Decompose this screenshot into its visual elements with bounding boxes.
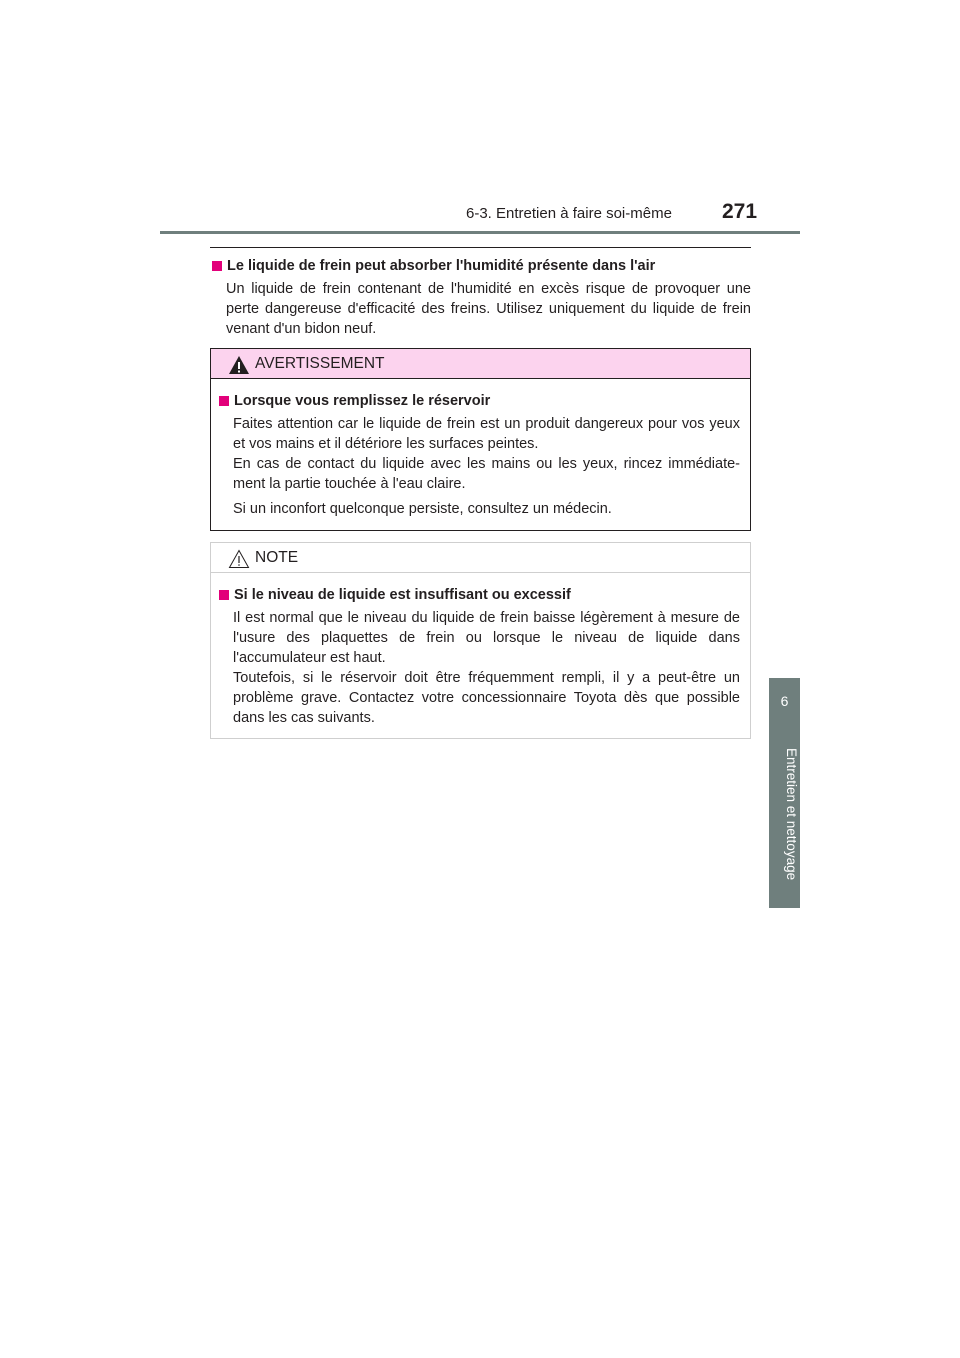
note-header: [211, 543, 750, 573]
section-rule: [210, 247, 751, 248]
chapter-number: 6: [780, 693, 789, 709]
note-paragraph-1: Il est normal que le niveau du liquide de frein baisse légèrement à mesure de l'usure des plaquettes de frein ou lorsque le niveau de liquide dans l'accumulateur est haut.: [233, 610, 740, 666]
square-bullet-icon: [212, 261, 222, 271]
note-body: [211, 573, 750, 742]
square-bullet-icon: [219, 396, 229, 406]
warning-header: [211, 349, 750, 379]
intro-section: [210, 256, 751, 339]
page-number: 271: [722, 200, 758, 223]
note-paragraph-2: Toutefois, si le réservoir doit être fréquemment rempli, il y a peut-être un problème grave. Contactez votre concessionnaire Toyota dès que possible dans les cas suivants.: [233, 670, 740, 726]
intro-paragraph: Un liquide de frein contenant de l'humidité en excès risque de provoquer une perte dangereuse d'efficacité des freins. Utilisez uniquement du liquide de frein venant d'un bidon neuf.: [226, 281, 751, 337]
warning-paragraph-2: En cas de contact du liquide avec les mains ou les yeux, rincez immédiate-ment la partie touchée à l'eau claire.: [233, 456, 740, 492]
warning-body: [211, 379, 750, 533]
warning-title: AVERTISSEMENT: [255, 355, 385, 372]
note-title: NOTE: [255, 549, 299, 566]
note-heading: [217, 585, 740, 605]
note-heading-text: Si le niveau de liquide est insuffisant ou excessif: [234, 587, 571, 603]
chapter-title: Entretien et nettoyage: [784, 748, 799, 881]
warning-paragraph-1: Faites attention car le liquide de frein est un produit dangereux pour vos yeux et vos mains et il détériore les surfaces peintes.: [233, 416, 740, 452]
warning-heading: [217, 391, 740, 411]
square-bullet-icon: [219, 590, 229, 600]
chapter-side-tab: [769, 678, 800, 908]
warning-heading-text: Lorsque vous remplissez le réservoir: [234, 393, 491, 409]
warning-triangle-filled-icon: [228, 355, 250, 375]
intro-heading: [210, 256, 751, 276]
warning-triangle-outline-icon: [228, 549, 250, 569]
warning-box: [210, 348, 751, 531]
section-label: 6-3. Entretien à faire soi-même: [466, 205, 672, 222]
header-rule: [160, 231, 800, 234]
warning-paragraph-3: Si un inconfort quelconque persiste, consultez un médecin.: [233, 501, 612, 517]
intro-heading-text: Le liquide de frein peut absorber l'humidité présente dans l'air: [227, 258, 656, 274]
note-box: [210, 542, 751, 739]
